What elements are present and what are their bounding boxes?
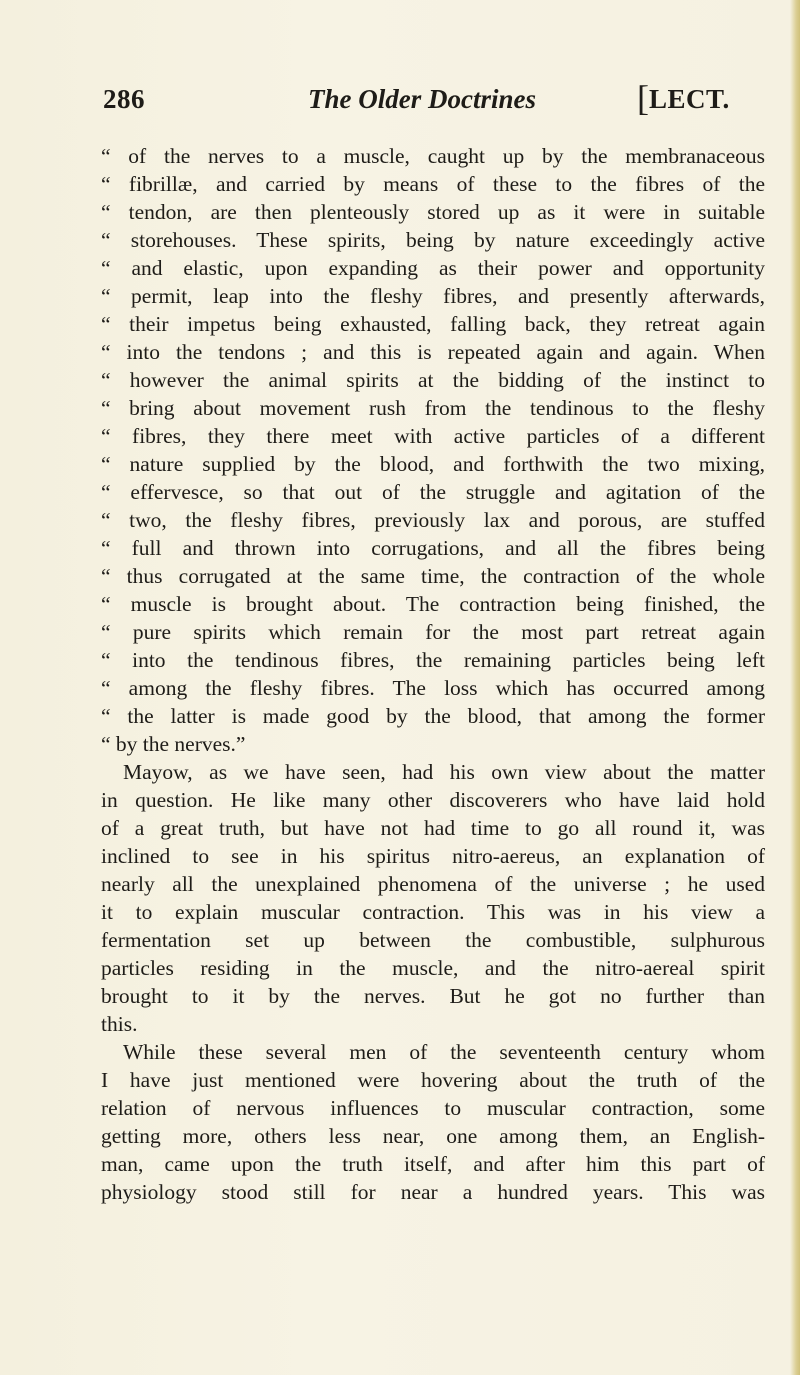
page-number: 286 bbox=[103, 84, 145, 114]
text-line: “ pure spirits which remain for the most part retreat again bbox=[101, 620, 765, 644]
text-line: getting more, others less near, one among them, an English- bbox=[101, 1124, 765, 1148]
text-line: man, came upon the truth itself, and after him this part of bbox=[101, 1152, 765, 1176]
text-line: in question. He like many other discoverers who have laid hold bbox=[101, 788, 765, 812]
text-line: While these several men of the seventeenth century whom bbox=[123, 1040, 765, 1064]
text-line: “ nature supplied by the blood, and forthwith the two mixing, bbox=[101, 452, 765, 476]
text-line: relation of nervous influences to muscular contraction, some bbox=[101, 1096, 765, 1120]
lecture-label-text: LECT. bbox=[649, 84, 730, 114]
text-line: “ of the nerves to a muscle, caught up by the membranaceous bbox=[101, 144, 765, 168]
text-line: “ full and thrown into corrugations, and all the fibres being bbox=[101, 536, 765, 560]
body-text bbox=[101, 142, 765, 1206]
text-line: inclined to see in his spiritus nitro-aereus, an explanation of bbox=[101, 844, 765, 868]
text-line: “ storehouses. These spirits, being by nature exceedingly active bbox=[101, 228, 765, 252]
text-line: “ by the nerves.” bbox=[101, 732, 246, 756]
text-line: “ into the tendinous fibres, the remaining particles being left bbox=[101, 648, 765, 672]
lecture-label bbox=[637, 78, 730, 118]
text-line: “ the latter is made good by the blood, that among the former bbox=[101, 704, 765, 728]
text-line: “ fibres, they there meet with active particles of a different bbox=[101, 424, 765, 448]
running-title: The Older Doctrines bbox=[308, 84, 536, 114]
bracket-glyph: [ bbox=[637, 78, 650, 118]
text-line: this. bbox=[101, 1012, 138, 1036]
text-line: I have just mentioned were hovering about the truth of the bbox=[101, 1068, 765, 1092]
text-line: “ their impetus being exhausted, falling back, they retreat again bbox=[101, 312, 765, 336]
text-line: “ however the animal spirits at the bidding of the instinct to bbox=[101, 368, 765, 392]
text-line: fermentation set up between the combustible, sulphurous bbox=[101, 928, 765, 952]
text-line: “ thus corrugated at the same time, the contraction of the whole bbox=[101, 564, 765, 588]
text-line: “ permit, leap into the fleshy fibres, and presently afterwards, bbox=[101, 284, 765, 308]
text-line: nearly all the unexplained phenomena of the universe ; he used bbox=[101, 872, 765, 896]
running-header bbox=[103, 78, 763, 124]
text-line: brought to it by the nerves. But he got no further than bbox=[101, 984, 765, 1008]
page-edge-stain bbox=[790, 0, 800, 1375]
text-line: “ tendon, are then plenteously stored up as it were in suitable bbox=[101, 200, 765, 224]
text-line: “ effervesce, so that out of the struggle and agitation of the bbox=[101, 480, 765, 504]
text-line: of a great truth, but have not had time to go all round it, was bbox=[101, 816, 765, 840]
text-line: “ among the fleshy fibres. The loss which has occurred among bbox=[101, 676, 765, 700]
text-line: it to explain muscular contraction. This was in his view a bbox=[101, 900, 765, 924]
text-line: “ fibrillæ, and carried by means of these to the fibres of the bbox=[101, 172, 765, 196]
text-line: physiology stood still for near a hundred years. This was bbox=[101, 1180, 765, 1204]
text-line: “ into the tendons ; and this is repeated again and again. When bbox=[101, 340, 765, 364]
text-line: particles residing in the muscle, and the nitro-aereal spirit bbox=[101, 956, 765, 980]
text-line: Mayow, as we have seen, had his own view about the matter bbox=[123, 760, 765, 784]
text-line: “ bring about movement rush from the tendinous to the fleshy bbox=[101, 396, 765, 420]
text-line: “ and elastic, upon expanding as their power and opportunity bbox=[101, 256, 765, 280]
text-line: “ muscle is brought about. The contraction being finished, the bbox=[101, 592, 765, 616]
text-line: “ two, the fleshy fibres, previously lax and porous, are stuffed bbox=[101, 508, 765, 532]
